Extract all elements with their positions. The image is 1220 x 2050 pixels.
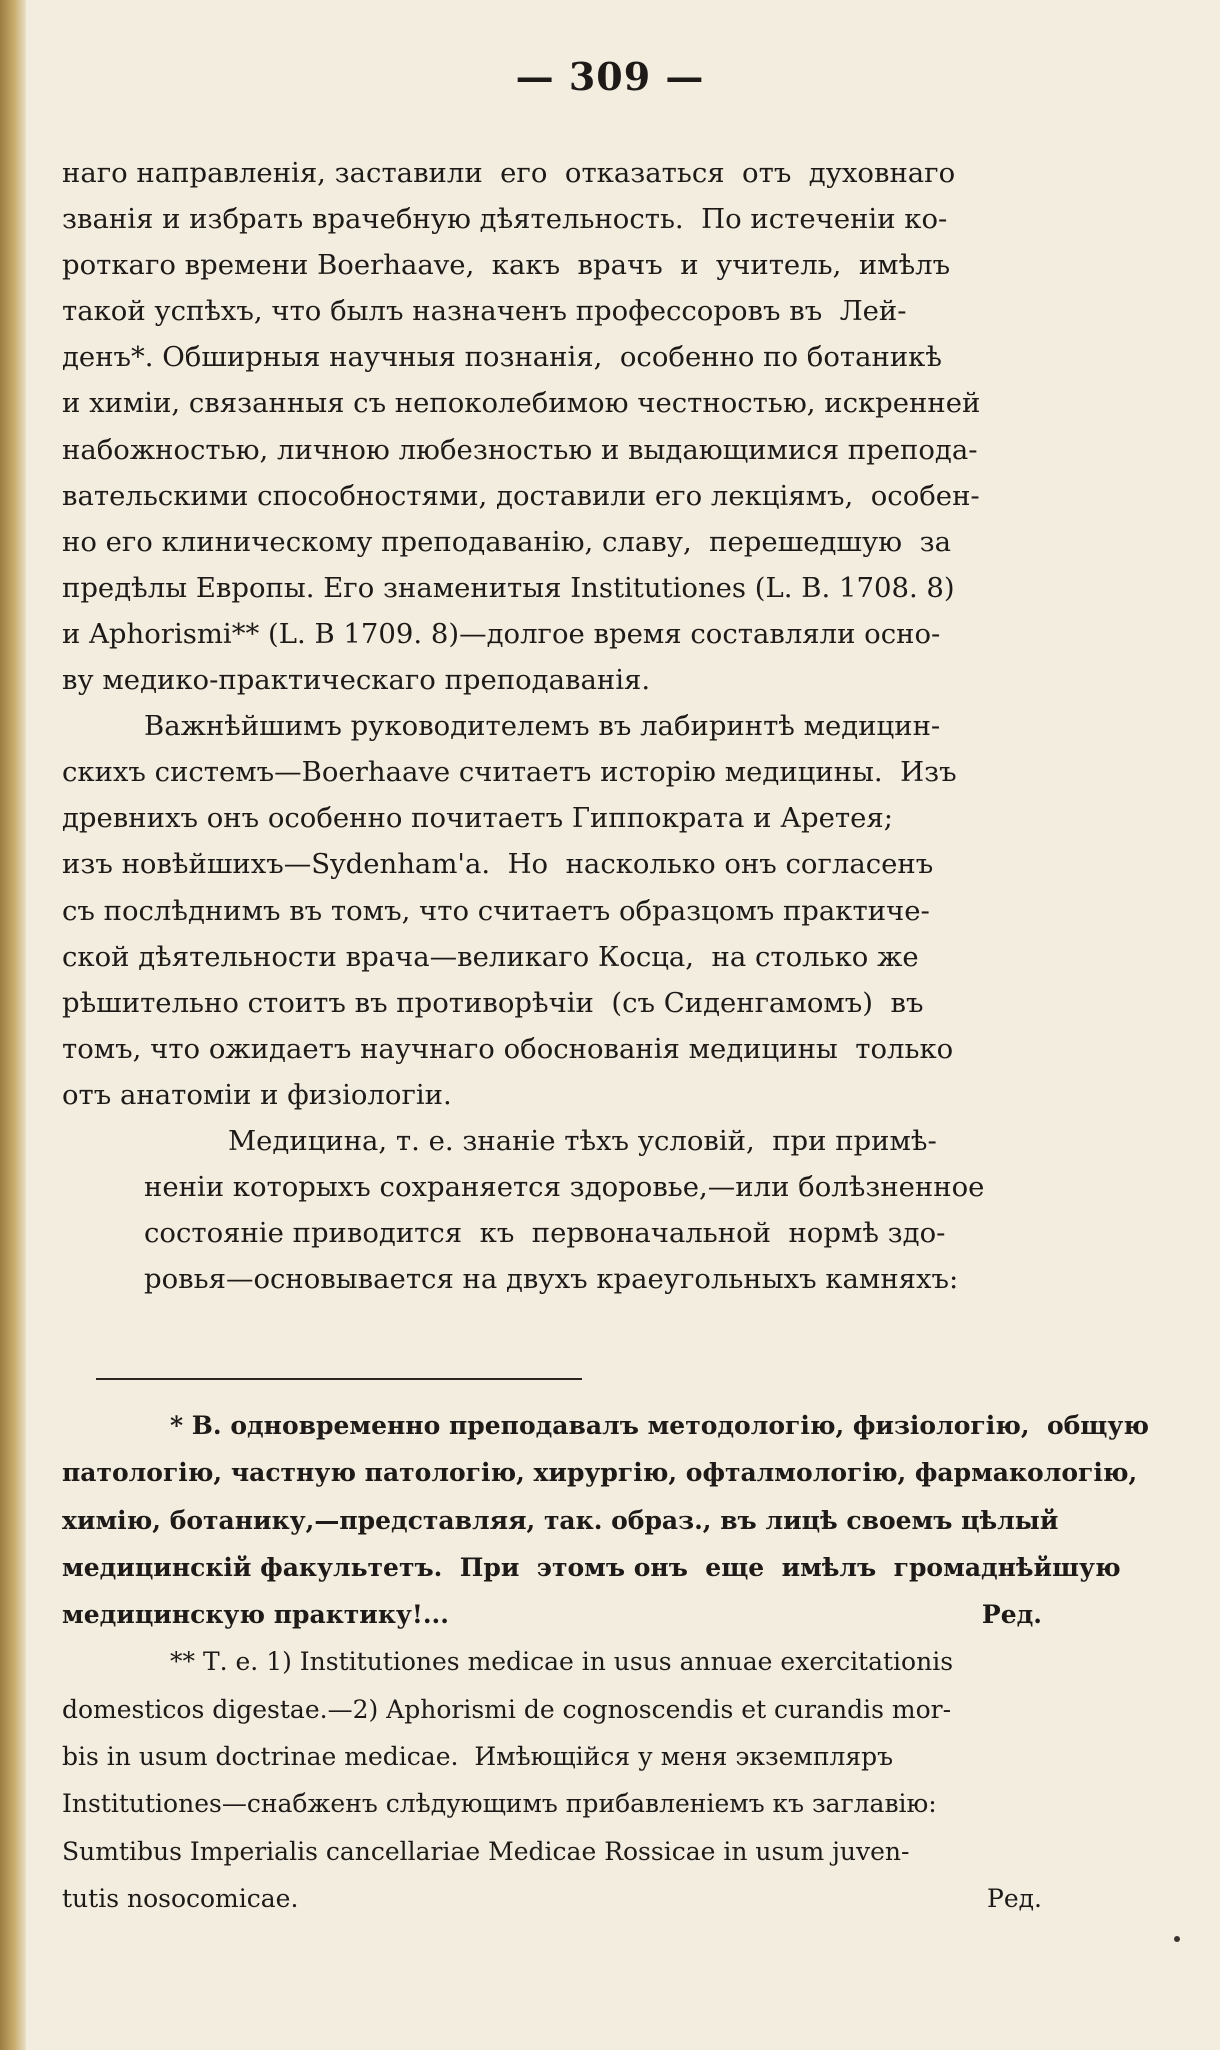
- body-line: и Aphorismi** (L. B 1709. 8)—долгое время составляли осно-: [62, 617, 941, 650]
- footnote-text: медицинскую практику!...: [62, 1600, 449, 1630]
- footnote-line: * B. одновременно преподавалъ методологію, физіологію, общую: [170, 1411, 1149, 1440]
- body-line: ской дѣятельности врача—великаго Косца, на столько же: [62, 940, 919, 973]
- body-line: но его клиническому преподаванію, славу, перешедшую за: [62, 525, 951, 558]
- footnote-line: bis in usum doctrinae medicae. Имѣющійся у меня экземпляръ: [62, 1742, 894, 1772]
- speck: [1174, 1936, 1180, 1942]
- footnote-line: химію, ботанику,—представляя, так. образ., въ лицѣ своемъ цѣлый: [62, 1505, 1059, 1535]
- body-line: роткаго времени Boerhaave, какъ врачъ и учитель, имѣлъ: [62, 249, 951, 282]
- body-line: набожностью, личною любезностью и выдающимися препода-: [62, 433, 978, 466]
- body-line: такой успѣхъ, что былъ назначенъ профессоровъ въ Лей-: [62, 295, 907, 328]
- body-line: рѣшительно стоитъ въ противорѣчіи (съ Сиденгамомъ) въ: [62, 986, 924, 1019]
- book-spine-edge: [0, 0, 26, 2050]
- body-line: состояніе приводится къ первоначальной нормѣ здо-: [144, 1217, 946, 1250]
- body-line: ровья—основывается на двухъ краеугольныхъ камняхъ:: [144, 1263, 959, 1296]
- body-line: званія и избрать врачебную дѣятельность. По истеченіи ко-: [62, 203, 948, 236]
- body-line: денъ*. Обширныя научныя познанія, особенно по ботаникѣ: [62, 341, 942, 374]
- body-line: отъ анатоміи и физіологіи.: [62, 1078, 452, 1111]
- editor-mark: Ред.: [987, 1883, 1042, 1913]
- body-line: предѣлы Европы. Его знаменитыя Institutiones (L. B. 1708. 8): [62, 571, 955, 604]
- page-number: — 309 —: [515, 54, 705, 99]
- body-line: томъ, что ожидаетъ научнаго обоснованія медицины только: [62, 1032, 954, 1065]
- body-line: неніи которыхъ сохраняется здоровье,—или болѣзненное: [144, 1171, 985, 1204]
- footnote-line: domesticos digestae.—2) Aphorismi de cognoscendis et curandis mor-: [62, 1694, 952, 1724]
- footnote-line: [62, 1875, 1112, 1922]
- footnote-line: Institutiones—снабженъ слѣдующимъ прибавленіемъ къ заглавію:: [62, 1789, 937, 1819]
- body-line: съ послѣднимъ въ томъ, что считаетъ образцомъ практиче-: [62, 894, 930, 927]
- editor-mark: Ред.: [981, 1600, 1042, 1630]
- footnote-line: патологію, частную патологію, хирургію, офталмологію, фармакологію,: [62, 1458, 1138, 1488]
- paragraph-start: Медицина, т. е. знаніе тѣхъ условій, при примѣ-: [228, 1124, 937, 1157]
- footnote-divider: [96, 1378, 582, 1380]
- body-line: и химіи, связанныя съ непоколебимою честностью, искренней: [62, 387, 981, 420]
- footnote-line: [62, 1591, 1112, 1638]
- body-line: изъ новѣйшихъ—Sydenham'a. Но насколько онъ согласенъ: [62, 848, 934, 881]
- footnote-line: ** Т. е. 1) Institutiones medicae in usus annuae exercitationis: [170, 1647, 954, 1677]
- body-text: [62, 150, 1112, 1302]
- body-line: вательскими способностями, доставили его лекціямъ, особен-: [62, 479, 980, 512]
- body-line: скихъ системъ—Boerhaave считаетъ исторію медицины. Изъ: [62, 756, 957, 789]
- footnotes: [62, 1402, 1149, 1922]
- body-line: ву медико-практическаго преподаванія.: [62, 664, 651, 697]
- footnote-line: Sumtibus Imperialis cancellariae Medicae Rossicae in usum juven-: [62, 1836, 910, 1866]
- body-line: древнихъ онъ особенно почитаетъ Гиппократа и Аретея;: [62, 802, 894, 835]
- footnote-line: медицинскій факультетъ. При этомъ онъ еще имѣлъ громаднѣйшую: [62, 1552, 1121, 1582]
- paragraph-start: Важнѣйшимъ руководителемъ въ лабиринтѣ медицин-: [144, 710, 941, 743]
- footnote-text: tutis nosocomicae.: [62, 1883, 299, 1913]
- body-line: наго направленія, заставили его отказаться отъ духовнаго: [62, 157, 956, 189]
